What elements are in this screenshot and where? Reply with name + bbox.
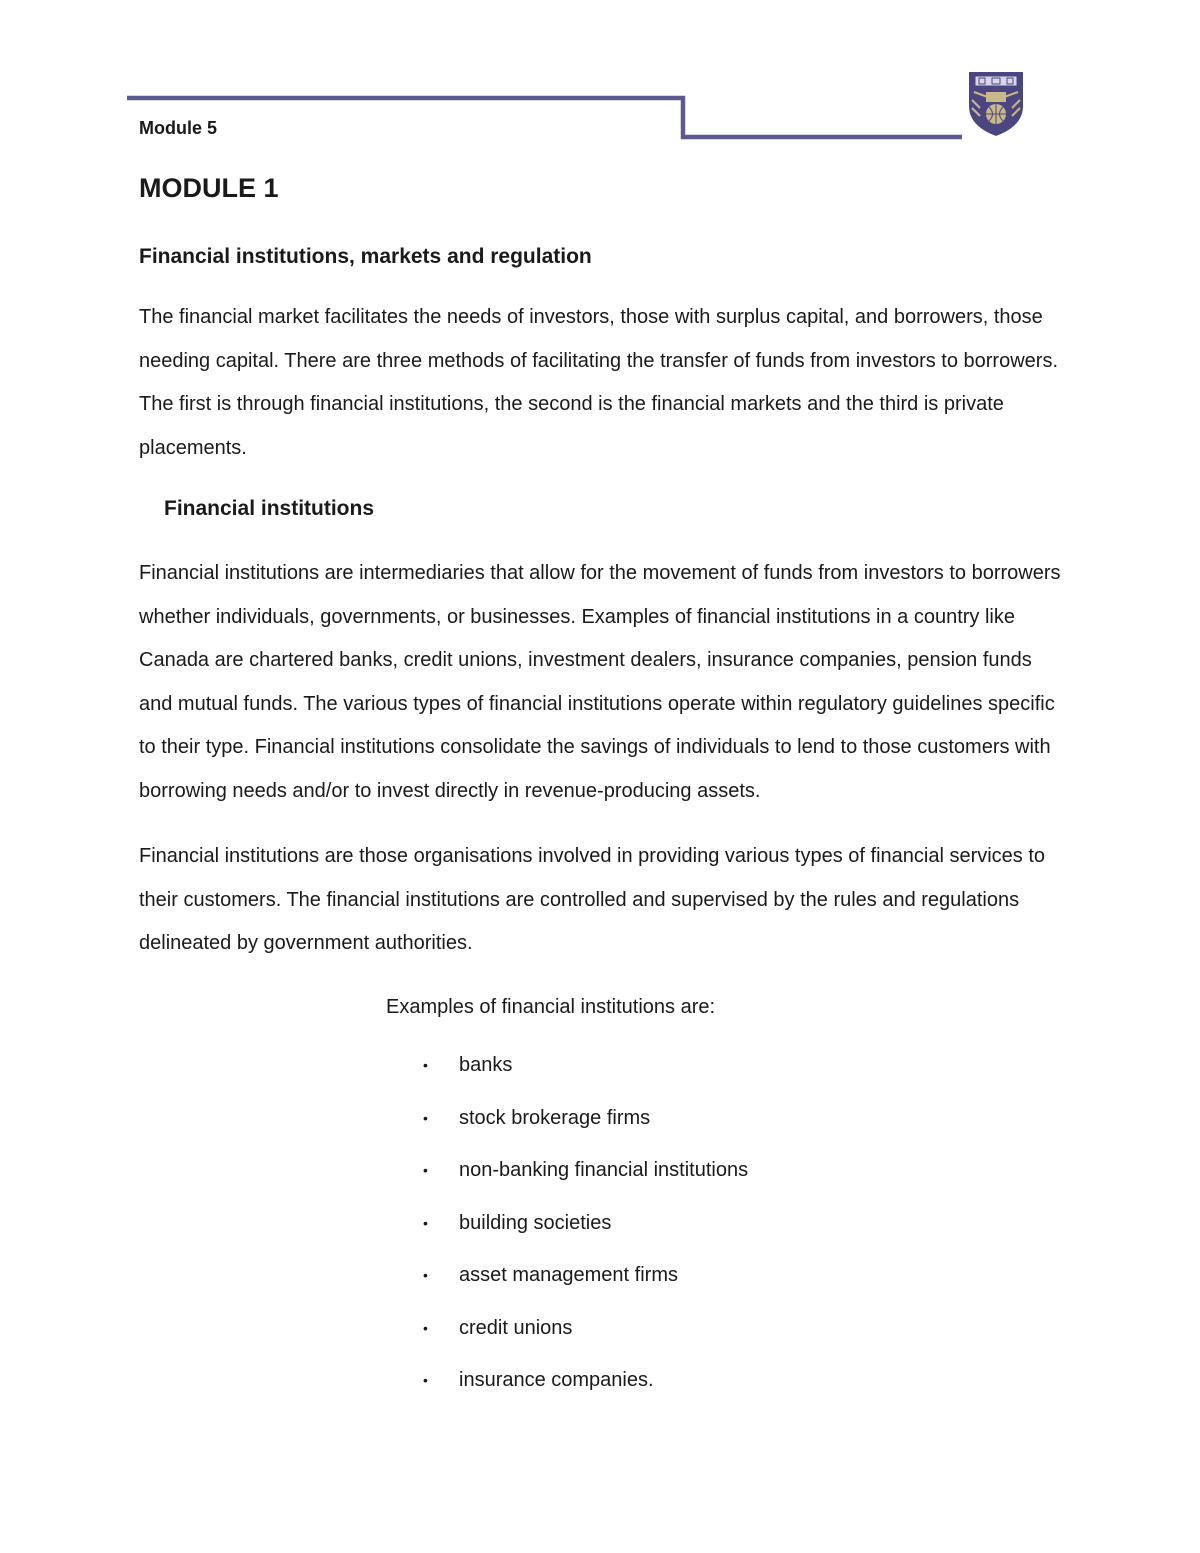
document-body: [139, 168, 1069, 1407]
bullet-icon: •: [423, 1372, 428, 1388]
list-item: [423, 1197, 1069, 1250]
paragraph-financial-institutions-1: Financial institutions are intermediaries that allow for the movement of funds from investors to borrowers whether individuals, governments, or businesses. Examples of financial institutions in a country like Canada are chartered banks, credit unions, investment dealers, insurance companies, pension funds and mutual funds. The various types of financial institutions operate within regulatory guidelines specific to their type. Financial institutions consolidate the savings of individuals to lend to those customers with borrowing needs and/or to invest directly in revenue-producing assets.: [139, 562, 1061, 802]
list-item-text: banks: [459, 1054, 513, 1076]
list-item-text: stock brokerage firms: [459, 1106, 651, 1129]
bullet-icon: •: [423, 1109, 428, 1126]
subsection-title: Financial institutions: [164, 497, 375, 520]
list-item: [423, 1354, 1069, 1407]
bullet-icon: •: [423, 1214, 428, 1231]
module-label: Module 5: [139, 118, 218, 138]
intro-paragraph: The financial market facilitates the needs of investors, those with surplus capital, and borrowers, those needing capital. There are three methods of facilitating the transfer of funds from investors to borrowers. The first is through financial institutions, the second is the financial markets and the third is private placements.: [139, 306, 1058, 459]
list-item: [423, 1249, 1069, 1302]
university-crest-logo: [966, 70, 1026, 138]
section-title: Financial institutions, markets and regulation: [139, 245, 592, 268]
bullet-icon: •: [423, 1319, 428, 1336]
list-item: [423, 1144, 1069, 1197]
paragraph-financial-institutions-2: Financial institutions are those organisations involved in providing various types of financial services to their customers. The financial institutions are controlled and supervised by the rules and regulations delineated by government authorities.: [139, 845, 1046, 954]
list-item: [423, 1039, 1069, 1092]
list-item-text: asset management firms: [459, 1264, 678, 1286]
bullet-icon: •: [423, 1162, 428, 1178]
list-item: [423, 1092, 1069, 1145]
list-item-text: non-banking financial institutions: [459, 1159, 749, 1181]
examples-list: [423, 1039, 1069, 1407]
list-item: [423, 1302, 1069, 1355]
list-item-text: building societies: [459, 1211, 612, 1234]
list-item-text: insurance companies.: [459, 1369, 654, 1391]
examples-intro: Examples of financial institutions are:: [386, 995, 716, 1018]
bullet-icon: •: [423, 1057, 428, 1073]
list-item-text: credit unions: [459, 1316, 573, 1339]
bullet-icon: •: [423, 1267, 428, 1283]
page-title: MODULE 1: [139, 173, 279, 203]
